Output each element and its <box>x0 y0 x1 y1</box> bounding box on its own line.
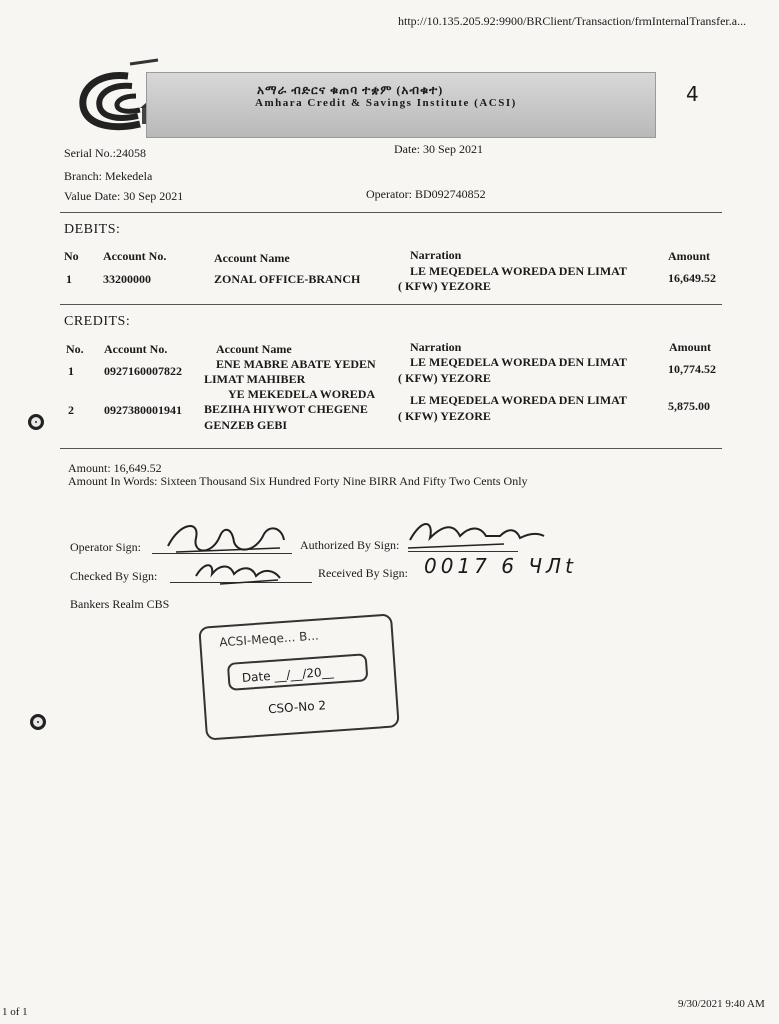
authorized-by-label: Authorized By Sign: <box>300 538 400 552</box>
institution-name-english: Amhara Credit & Savings Institute (ACSI) <box>255 97 517 109</box>
debits-title: DEBITS: <box>64 222 121 237</box>
letterhead-banner <box>146 72 656 138</box>
stamp-cso-number: CSO-No 2 <box>267 698 327 717</box>
credit-row-narration-line2: ( KFW) YEZORE <box>398 409 491 423</box>
print-url: http://10.135.205.92:9900/BRClient/Transaction/frmInternalTransfer.a... <box>398 14 747 28</box>
credits-header-account-name: Account Name <box>216 342 292 356</box>
credits-header-amount: Amount <box>669 340 712 354</box>
debits-header-account-no: Account No. <box>103 249 167 263</box>
credits-header-no: No. <box>66 342 84 356</box>
checked-by-label: Checked By Sign: <box>70 569 158 583</box>
authorized-signature <box>404 514 554 554</box>
credit-row-narration-line1: LE MEQEDELA WOREDA DEN LIMAT <box>410 355 627 369</box>
debit-row-no: 1 <box>66 272 72 286</box>
debit-row-narration-line1: LE MEQEDELA WOREDA DEN LIMAT <box>410 264 627 278</box>
debits-header-amount: Amount <box>668 249 711 263</box>
credit-row-account-name-line1: YE MEKEDELA WOREDA <box>228 387 376 401</box>
divider <box>60 448 722 449</box>
branch-stamp <box>198 613 399 740</box>
debits-header-no: No <box>64 249 79 263</box>
credit-row-narration-line2: ( KFW) YEZORE <box>398 371 491 385</box>
stamp-date: Date __/__/20__ <box>227 653 369 691</box>
branch: Branch: Mekedela <box>64 169 153 183</box>
credits-header-narration: Narration <box>410 340 462 354</box>
page-number: 1 of 1 <box>2 1006 28 1018</box>
credit-row-account-no: 0927160007822 <box>104 364 182 378</box>
value-date: Value Date: 30 Sep 2021 <box>64 189 184 203</box>
received-by-label: Received By Sign: <box>318 566 408 580</box>
debit-row-account-name: ZONAL OFFICE-BRANCH <box>214 272 361 286</box>
credit-row-account-no: 0927380001941 <box>104 403 182 417</box>
total-amount: Amount: 16,649.52 <box>68 461 162 475</box>
debit-row-narration-line2: ( KFW) YEZORE <box>398 279 491 293</box>
punch-hole <box>28 414 44 430</box>
voucher-date: Date: 30 Sep 2021 <box>394 142 483 156</box>
credit-row-amount: 10,774.52 <box>668 362 716 376</box>
credit-row-no: 2 <box>68 403 74 417</box>
serial-number: Serial No.:24058 <box>64 146 146 160</box>
stamp-title: ACSI-Meqe... B... <box>218 628 320 650</box>
punch-hole <box>30 714 46 730</box>
debit-row-account-no: 33200000 <box>103 272 151 286</box>
operator-id: Operator: BD092740852 <box>366 187 486 201</box>
credits-title: CREDITS: <box>64 314 131 329</box>
debit-row-amount: 16,649.52 <box>668 271 716 285</box>
divider <box>60 304 722 305</box>
credit-row-narration-line1: LE MEQEDELA WOREDA DEN LIMAT <box>410 393 627 407</box>
credit-row-amount: 5,875.00 <box>668 399 710 413</box>
system-name: Bankers Realm CBS <box>70 597 170 611</box>
received-by-signature: 0017 6 ЧЛt <box>424 554 577 578</box>
credit-row-no: 1 <box>68 364 74 378</box>
divider <box>60 212 722 213</box>
credit-row-account-name-line2: LIMAT MAHIBER <box>204 372 306 386</box>
credit-row-account-name-line1: ENE MABRE ABATE YEDEN <box>216 357 376 371</box>
print-timestamp: 9/30/2021 9:40 AM <box>678 998 765 1010</box>
debits-header-account-name: Account Name <box>214 251 290 265</box>
operator-sign-label: Operator Sign: <box>70 540 141 554</box>
checked-signature <box>190 556 290 590</box>
credits-header-account-no: Account No. <box>104 342 168 356</box>
debits-header-narration: Narration <box>410 248 462 262</box>
credit-row-account-name-line2: BEZIHA HIYWOT CHEGENE <box>204 402 368 416</box>
handwritten-page-mark: 4 <box>686 82 699 106</box>
institution-name-amharic: አማራ ብድርና ቁጠባ ተቋም (አብቁተ) <box>257 83 444 97</box>
operator-signature <box>160 516 290 560</box>
credit-row-account-name-line3: GENZEB GEBI <box>204 418 288 432</box>
amount-in-words: Amount In Words: Sixteen Thousand Six Hundred Forty Nine BIRR And Fifty Two Cents Only <box>68 474 528 488</box>
